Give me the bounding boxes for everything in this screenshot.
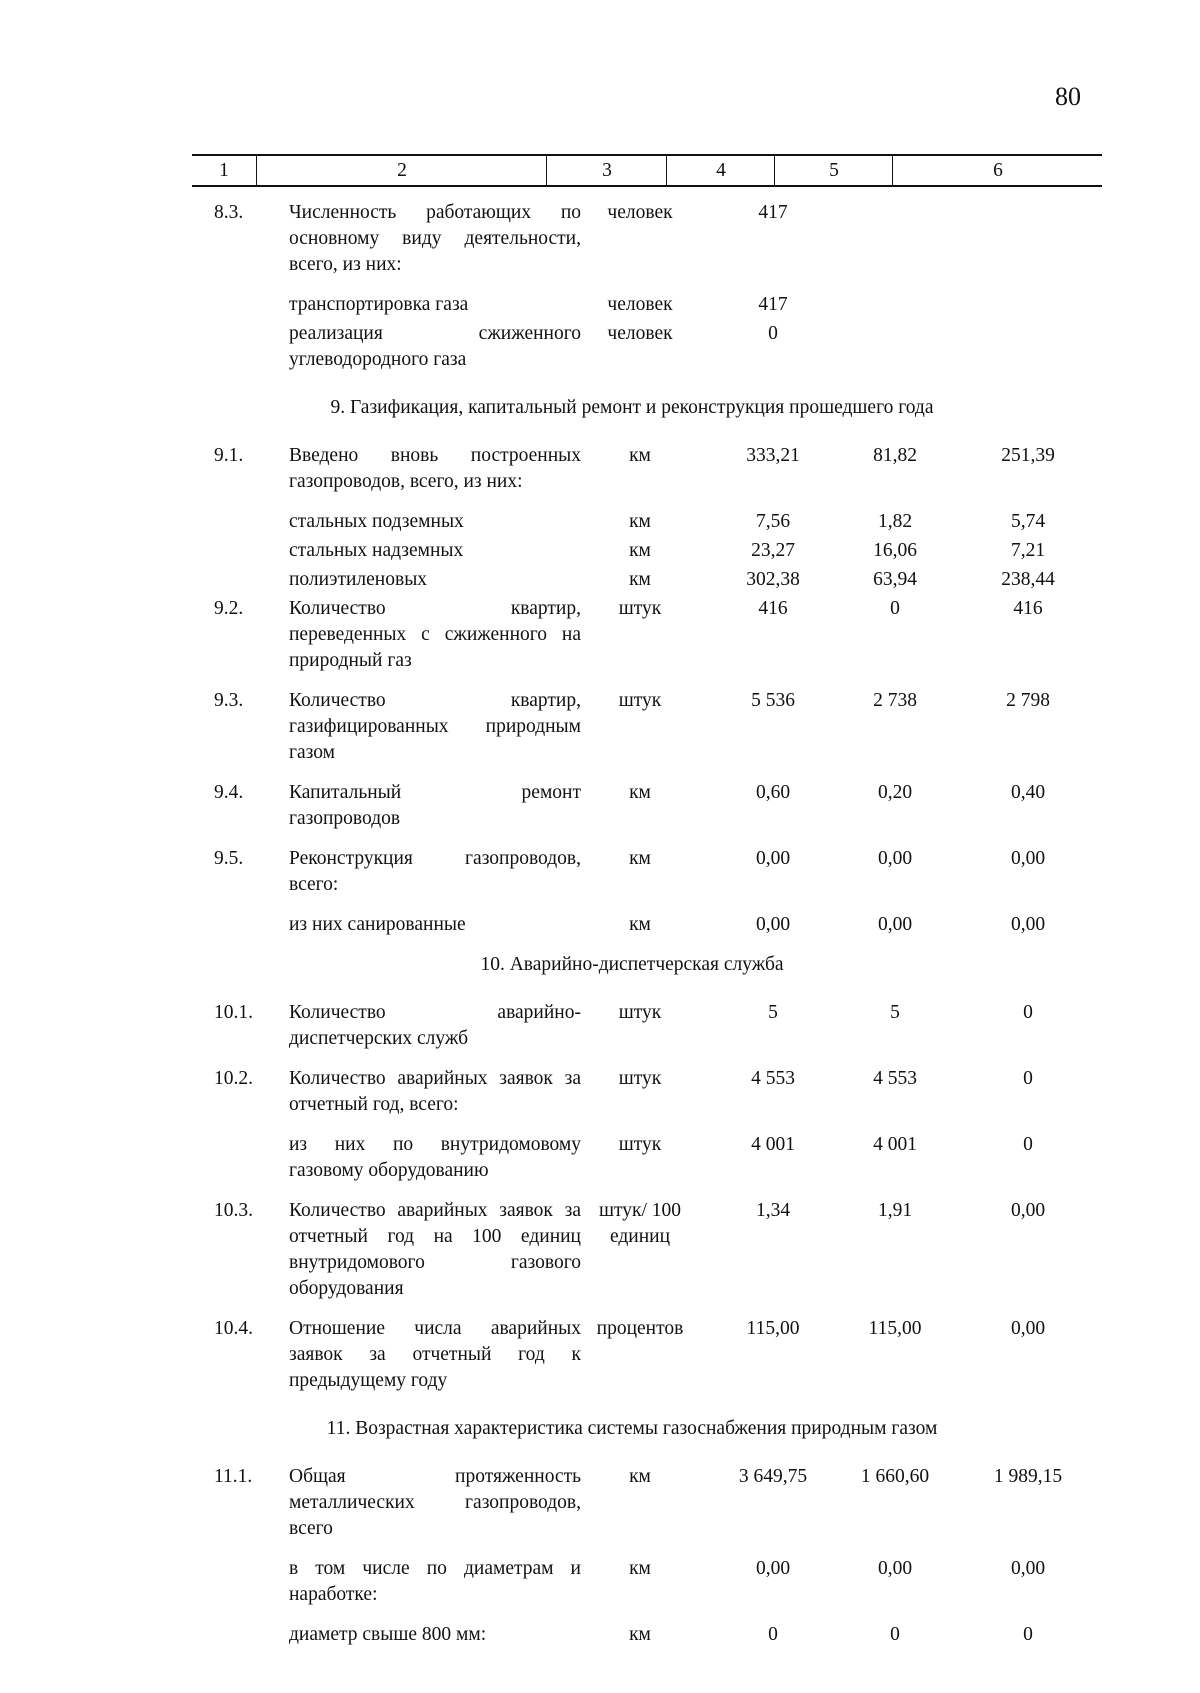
column-header-3: 3 — [546, 156, 667, 185]
row-value-col6: 0 — [1023, 1134, 1033, 1155]
row-value-col6: 0 — [1023, 1002, 1033, 1023]
column-header-6: 6 — [892, 156, 1103, 185]
table-row — [192, 292, 1102, 318]
row-indicator: из них по внутридомовому газовому оборудованию — [289, 1134, 581, 1181]
row-value-total: 417 — [758, 202, 788, 223]
row-unit: человек — [607, 323, 673, 344]
row-indicator: Количество квартир, переведенных с сжиженного на природный газ — [289, 598, 581, 671]
row-unit: человек — [607, 294, 673, 315]
row-number: 9.5. — [214, 848, 244, 869]
row-value-total: 333,21 — [746, 445, 800, 466]
row-value-total: 302,38 — [746, 569, 800, 590]
row-value-col6: 7,21 — [1010, 540, 1046, 561]
row-unit: км — [629, 782, 651, 803]
row-unit: человек — [607, 202, 673, 223]
row-value-col6: 0,00 — [1010, 1558, 1046, 1579]
row-unit: км — [629, 1466, 651, 1487]
row-value-col5: 4 001 — [873, 1134, 917, 1155]
row-unit: штук — [618, 690, 662, 711]
row-number: 8.3. — [214, 202, 244, 223]
row-value-col5: 0 — [890, 1624, 900, 1645]
row-unit: штук — [618, 1002, 662, 1023]
row-indicator: Капитальный ремонт газопроводов — [289, 782, 581, 829]
table-row — [192, 1132, 1102, 1184]
row-unit: км — [629, 569, 651, 590]
row-unit: процентов — [596, 1318, 684, 1339]
row-indicator: Численность работающих по основному виду деятельности, всего, из них: — [289, 202, 581, 275]
row-value-col5: 0,00 — [877, 1558, 913, 1579]
column-header-5: 5 — [774, 156, 893, 185]
row-value-total: 416 — [758, 598, 788, 619]
row-number: 9.3. — [214, 690, 244, 711]
row-value-total: 4 553 — [751, 1068, 795, 1089]
row-unit: штук — [618, 1134, 662, 1155]
row-value-col6: 251,39 — [1001, 445, 1055, 466]
table-row — [192, 321, 1102, 373]
row-value-col5: 1 660,60 — [860, 1466, 930, 1487]
row-value-total: 7,56 — [755, 511, 791, 532]
row-value-col5: 1,82 — [877, 511, 913, 532]
row-value-total: 0,00 — [755, 914, 791, 935]
row-value-col6: 416 — [1013, 598, 1043, 619]
row-value-col6: 1 989,15 — [993, 1466, 1063, 1487]
row-value-total: 0 — [768, 323, 778, 344]
row-value-col6: 0,40 — [1010, 782, 1046, 803]
row-value-col6: 2 798 — [1006, 690, 1050, 711]
row-indicator: стальных подземных — [289, 511, 464, 532]
row-number: 10.3. — [214, 1200, 253, 1221]
row-unit: км — [629, 914, 651, 935]
row-value-col5: 2 738 — [873, 690, 917, 711]
section-heading: 9. Газификация, капитальный ремонт и реконструкция прошедшего года — [330, 397, 934, 418]
row-unit: штук — [618, 1068, 662, 1089]
row-value-total: 1,34 — [755, 1200, 791, 1221]
row-value-col6: 0,00 — [1010, 1318, 1046, 1339]
row-value-col6: 0,00 — [1010, 1200, 1046, 1221]
table-body — [192, 200, 1102, 1648]
row-value-col5: 0 — [890, 598, 900, 619]
row-value-total: 115,00 — [746, 1318, 800, 1339]
row-value-total: 23,27 — [751, 540, 795, 561]
column-header-4: 4 — [666, 156, 775, 185]
row-indicator: из них санированные — [289, 914, 466, 935]
table-row — [192, 596, 1102, 674]
row-value-col5: 0,00 — [877, 914, 913, 935]
row-value-total: 0,00 — [755, 1558, 791, 1579]
row-unit: км — [629, 511, 651, 532]
row-number: 10.1. — [214, 1002, 253, 1023]
table-row — [192, 1198, 1102, 1302]
row-value-col5: 63,94 — [873, 569, 917, 590]
row-value-total: 0,00 — [755, 848, 791, 869]
row-value-total: 5 — [768, 1002, 778, 1023]
row-number: 10.4. — [214, 1318, 253, 1339]
table-row — [192, 912, 1102, 938]
row-unit: км — [629, 1624, 651, 1645]
row-unit: км — [629, 445, 651, 466]
row-indicator: Реконструкция газопроводов, всего: — [289, 848, 581, 895]
row-value-col5: 5 — [890, 1002, 900, 1023]
row-indicator: полиэтиленовых — [289, 569, 428, 590]
row-indicator: Отношение числа аварийных заявок за отчетный год к предыдущему году — [289, 1318, 581, 1391]
row-number: 9.4. — [214, 782, 244, 803]
row-indicator: Количество квартир, газифицированных природным газом — [289, 690, 581, 763]
row-number: 11.1. — [214, 1466, 253, 1487]
table-row — [192, 1464, 1102, 1542]
row-unit: км — [629, 1558, 651, 1579]
table-row — [192, 538, 1102, 564]
page-number: 80 — [1055, 82, 1081, 111]
row-indicator: реализация сжиженного углеводородного газа — [289, 323, 581, 370]
row-indicator: Количество аварийно-диспетчерских служб — [289, 1002, 581, 1049]
row-value-total: 0 — [768, 1624, 778, 1645]
row-value-total: 3 649,75 — [738, 1466, 808, 1487]
section-heading: 11. Возрастная характеристика системы газоснабжения природным газом — [326, 1418, 938, 1439]
table-row — [192, 780, 1102, 832]
row-number: 9.1. — [214, 445, 244, 466]
table-row — [192, 567, 1102, 593]
table-row — [192, 200, 1102, 278]
row-indicator: в том числе по диаметрам и наработке: — [289, 1558, 581, 1605]
table-row — [192, 1000, 1102, 1052]
row-indicator: Количество аварийных заявок за отчетный год, всего: — [289, 1068, 581, 1115]
row-value-col5: 81,82 — [873, 445, 917, 466]
row-value-col5: 0,20 — [877, 782, 913, 803]
row-indicator: Введено вновь построенных газопроводов, всего, из них: — [289, 445, 581, 492]
row-value-col6: 0 — [1023, 1068, 1033, 1089]
row-indicator: диаметр свыше 800 мм: — [289, 1624, 487, 1645]
table-row — [192, 443, 1102, 495]
row-value-col6: 0,00 — [1010, 914, 1046, 935]
row-value-col6: 0 — [1023, 1624, 1033, 1645]
row-value-total: 417 — [758, 294, 788, 315]
row-indicator: стальных надземных — [289, 540, 464, 561]
table-row — [192, 1556, 1102, 1608]
row-value-col5: 115,00 — [868, 1318, 922, 1339]
row-value-total: 0,60 — [755, 782, 791, 803]
table-row — [192, 1622, 1102, 1648]
table-row — [192, 688, 1102, 766]
table-row — [192, 1316, 1102, 1394]
row-number: 9.2. — [214, 598, 244, 619]
row-number: 10.2. — [214, 1068, 253, 1089]
row-value-col5: 0,00 — [877, 848, 913, 869]
row-indicator: Количество аварийных заявок за отчетный год на 100 единиц внутридомового газового оборудования — [289, 1200, 581, 1299]
row-value-total: 4 001 — [751, 1134, 795, 1155]
table-row — [192, 509, 1102, 535]
row-value-col6: 0,00 — [1010, 848, 1046, 869]
row-indicator: транспортировка газа — [289, 294, 469, 315]
row-value-col6: 238,44 — [1001, 569, 1055, 590]
row-unit: км — [629, 540, 651, 561]
table-row — [192, 846, 1102, 898]
row-value-col5: 1,91 — [877, 1200, 913, 1221]
column-header-1: 1 — [219, 160, 229, 181]
row-value-col5: 16,06 — [873, 540, 917, 561]
section-heading: 10. Аварийно-диспетчерская служба — [480, 954, 784, 975]
row-value-total: 5 536 — [751, 690, 795, 711]
row-unit: штук — [618, 598, 662, 619]
row-indicator: Общая протяженность металлических газопроводов, всего — [289, 1466, 581, 1539]
table-header — [192, 154, 1102, 187]
row-unit: штук/ 100 единиц — [598, 1200, 682, 1247]
row-unit: км — [629, 848, 651, 869]
table-row — [192, 1066, 1102, 1118]
column-header-2: 2 — [256, 156, 547, 185]
row-value-col6: 5,74 — [1010, 511, 1046, 532]
row-value-col5: 4 553 — [873, 1068, 917, 1089]
